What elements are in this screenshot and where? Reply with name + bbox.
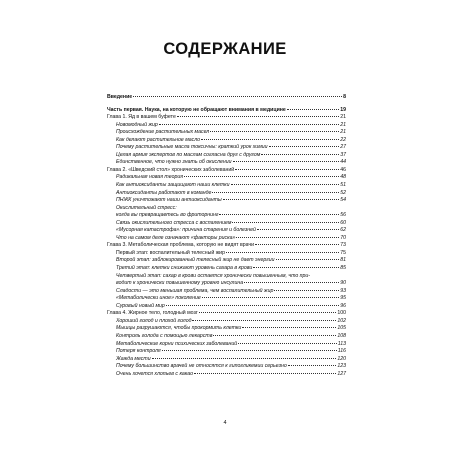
toc-entry-title: Мышцы разрушаются, чтобы прокормить клетки (116, 325, 242, 332)
toc-entry (107, 356, 346, 364)
toc-entry-title: Радикальная новая теория (116, 174, 184, 181)
toc-entry-title: Глава 1. Яд в вашем буфете (107, 114, 176, 121)
toc-entry (107, 94, 346, 102)
toc-entry-page: 62 (340, 227, 346, 234)
toc-entry-page: 46 (340, 166, 346, 173)
dot-leader (219, 214, 339, 215)
toc-entry (107, 152, 346, 160)
toc-entry-title: Происхождение растительных масел (116, 129, 210, 136)
toc-entry-title: Контроль голода с помощью лекарств (116, 332, 213, 339)
toc-entry (107, 114, 346, 122)
toc-entry-page: 123 (337, 363, 346, 370)
toc-entry-page: 105 (337, 325, 346, 332)
toc-entry (107, 295, 346, 303)
dot-leader (210, 131, 339, 132)
toc-entry (107, 265, 346, 273)
toc-entry-title: Первый этап: воспалительный телесный жир (116, 249, 225, 256)
dot-leader (244, 282, 339, 283)
toc-entry-page: 90 (340, 280, 346, 287)
toc-entry (107, 310, 346, 318)
toc-entry-page: 93 (340, 287, 346, 294)
toc-entry (107, 288, 346, 296)
dot-leader (166, 305, 339, 306)
toc-entry-page: 95 (340, 295, 346, 302)
toc-entry-title: Антиоксиданты работают в команде (116, 189, 212, 196)
toc-entry-title: Целая армия экспертов по маслам согласна друг с другом (116, 151, 261, 158)
toc-entry (107, 182, 346, 190)
dot-leader (238, 343, 337, 344)
toc-entry-title: Часть первая. Наука, на которую не обращают внимания в медицине (107, 106, 286, 113)
dot-leader (287, 109, 339, 110)
toc-entry (107, 242, 346, 250)
dot-leader (226, 252, 339, 253)
toc-entry-page: 116 (337, 348, 346, 355)
toc-entry-title: Потеря контроля (116, 348, 161, 355)
toc-entry-page: 52 (340, 189, 346, 196)
toc-entry-page: 85 (340, 265, 346, 272)
toc-entry (107, 205, 346, 213)
toc-entry-page: 22 (340, 136, 346, 143)
toc-entry (107, 122, 346, 130)
toc-entry-page: 27 (340, 144, 346, 151)
toc-entry-title: Введение (107, 94, 133, 100)
toc-entry-title: Метаболические корни психических заболеваний (116, 340, 238, 347)
toc-entry-page: 70 (340, 234, 346, 241)
toc-entry-title: Связь окислительного стресса с воспалением (116, 219, 232, 226)
toc-entry-page: 81 (340, 257, 346, 264)
toc-entry-title: «Мусорная катастрофа»: причина старения и болезней (116, 227, 256, 234)
toc-entry-title: Почему большинство врачей не относятся к гипогликемии серьезно (116, 363, 287, 370)
toc-entry-page: 44 (340, 159, 346, 166)
dot-leader (184, 176, 339, 177)
toc-entry-page: 113 (337, 340, 346, 347)
toc-entry-title: когда вы превращаетесь во фриторнинг (116, 212, 219, 219)
dot-leader (192, 320, 336, 321)
toc-entry (107, 363, 346, 371)
toc-entry-title: Хороший голод и плохой голод (116, 317, 192, 324)
toc-entry-title: водит к хронически повышенному уровню инсулина (116, 280, 244, 287)
toc-entry-title: Почему растительные масла токсичны: краткий урок химии (116, 144, 268, 151)
toc-entry (107, 107, 346, 115)
toc-entry-page: 100 (337, 310, 346, 317)
dot-leader (232, 222, 339, 223)
dot-leader (212, 192, 339, 193)
toc-entry-title: Глава 2. «Шведский стол» хронических заболеваний (107, 166, 235, 173)
toc-entry (107, 257, 346, 265)
toc-entry-page: 19 (340, 106, 346, 113)
toc-entry (107, 348, 346, 356)
toc-entry-title: Глава 3. Метаболическая проблема, которую не видят врачи (107, 242, 255, 249)
toc-entry-page: 21 (340, 121, 346, 128)
toc-entry-title: Как антиоксиданты защищают наши клетки (116, 182, 230, 189)
toc-entry-title: Что на самом деле означают «факторы риска» (116, 234, 236, 241)
toc-entry-page: 120 (337, 355, 346, 362)
toc-entry-title: ПНЖК уничтожают наши антиоксиданты (116, 197, 222, 204)
toc-entry-title: Второй этап: заблокированный телесный жир не дает энергии (116, 257, 275, 264)
toc-entry (107, 325, 346, 333)
page-title: СОДЕРЖАНИЕ (163, 40, 287, 58)
dot-leader (199, 312, 337, 313)
toc-entry (107, 197, 346, 205)
toc-entry (107, 371, 346, 379)
toc-entry-title: Четвертый этап: сахар в крови остается хронически повышенным, что при- (116, 272, 311, 279)
toc-entry-title: «Метаболически иное» поколение (116, 295, 201, 302)
page-number: 4 (223, 420, 227, 426)
toc-entry-title: Сладости — это меньшая проблема, чем воспалительный жир (116, 287, 274, 294)
toc-entry-page: 56 (340, 212, 346, 219)
toc-entry-title: Очень хочется хлопьев с какао (116, 370, 194, 377)
dot-leader (194, 373, 336, 374)
dot-leader (159, 124, 339, 125)
toc-entry-page: 21 (340, 114, 346, 121)
toc-entry-page: 54 (340, 197, 346, 204)
toc-entry-title: Новомодный жир (116, 121, 158, 128)
toc-entry (107, 333, 346, 341)
toc-entry (107, 129, 346, 137)
toc-entry-page: 60 (340, 219, 346, 226)
dot-leader (274, 290, 339, 291)
dot-leader (231, 184, 340, 185)
dot-leader (223, 199, 339, 200)
dot-leader (201, 139, 339, 140)
toc-entry (107, 227, 346, 235)
toc-entry (107, 167, 346, 175)
dot-leader (261, 154, 339, 155)
toc-entry-page: 73 (340, 242, 346, 249)
dot-leader (177, 116, 339, 117)
toc-entry (107, 273, 346, 281)
toc-entry-title: Единственное, что нужно знать об окислении (116, 159, 232, 166)
toc-entry-title: Глава 4. Жирное тело, голодный мозг (107, 310, 198, 317)
toc-entry (107, 318, 346, 326)
toc-entry-continuation (107, 280, 346, 288)
dot-leader (213, 335, 336, 336)
toc-entry (107, 174, 346, 182)
toc-entry-page: 51 (340, 182, 346, 189)
dot-leader (253, 267, 339, 268)
dot-leader (255, 244, 339, 245)
toc-entry-page: 8 (343, 94, 346, 100)
toc-entry-continuation (107, 212, 346, 220)
dot-leader (235, 169, 339, 170)
dot-leader (162, 350, 337, 351)
toc-entry-page: 48 (340, 174, 346, 181)
dot-leader (242, 327, 336, 328)
dot-leader (288, 365, 337, 366)
table-of-contents (107, 94, 346, 378)
toc-entry-page: 21 (340, 129, 346, 136)
toc-entry-page: 108 (337, 332, 346, 339)
dot-leader (257, 229, 339, 230)
toc-entry-title: Суровый новый мир (116, 302, 165, 309)
toc-entry-page: 96 (340, 302, 346, 309)
toc-entry-page: 127 (337, 370, 346, 377)
toc-entry-title: Как делают растительное масло (116, 136, 201, 143)
dot-leader (269, 146, 340, 147)
dot-leader (133, 96, 342, 97)
dot-leader (202, 297, 339, 298)
toc-entry-title: Жажда мести (116, 355, 151, 362)
toc-entry-title: Окислительный стресс: (116, 204, 177, 211)
toc-entry (107, 144, 346, 152)
toc-entry-title: Третий этап: клетки снижают уровень сахара в крови (116, 265, 253, 272)
toc-entry (107, 235, 346, 243)
toc-entry-page: 37 (340, 151, 346, 158)
dot-leader (236, 237, 339, 238)
toc-entry (107, 190, 346, 198)
toc-entry (107, 341, 346, 349)
dot-leader (276, 259, 340, 260)
toc-entry-page: 75 (340, 249, 346, 256)
toc-entry (107, 159, 346, 167)
dot-leader (233, 161, 340, 162)
toc-entry-page: 102 (337, 317, 346, 324)
dot-leader (152, 358, 337, 359)
